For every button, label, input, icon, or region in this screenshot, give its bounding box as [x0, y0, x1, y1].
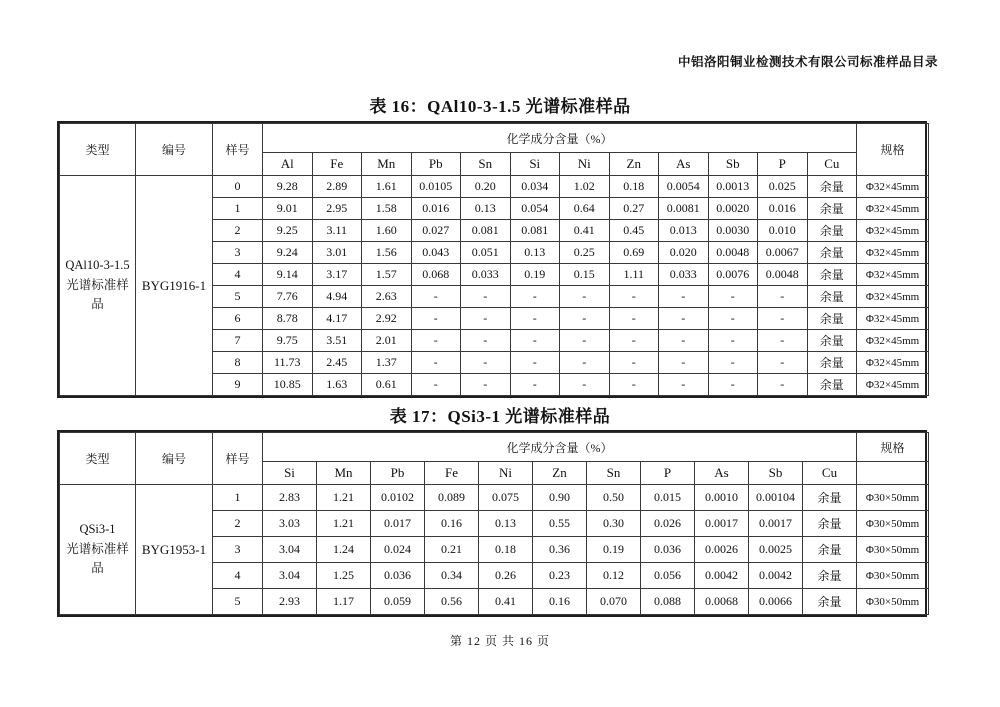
- value-cell-cu: 余量: [803, 589, 857, 615]
- value-cell-al: 8.78: [263, 308, 313, 330]
- spec-cell: Φ32×45mm: [857, 286, 929, 308]
- spec-cell: Φ30×50mm: [857, 485, 929, 511]
- type-cell: [60, 485, 136, 615]
- value-cell-sb: -: [708, 352, 758, 374]
- value-cell-sb: 0.0066: [749, 589, 803, 615]
- value-cell-cu: 余量: [803, 563, 857, 589]
- sample-no-cell: 2: [213, 511, 263, 537]
- value-cell-sb: 0.0030: [708, 220, 758, 242]
- type-column-header: 类型: [60, 433, 136, 485]
- value-cell-zn: -: [609, 286, 659, 308]
- composition-table: [59, 432, 929, 615]
- sample-no-cell: 1: [213, 485, 263, 511]
- sample-no-cell: 3: [213, 537, 263, 563]
- value-cell-fe: 0.089: [425, 485, 479, 511]
- value-cell-sb: -: [708, 330, 758, 352]
- value-cell-cu: 余量: [807, 330, 857, 352]
- value-cell-sn: 0.033: [461, 264, 511, 286]
- value-cell-pb: 0.0105: [411, 176, 461, 198]
- sample-no-cell: 7: [213, 330, 263, 352]
- value-cell-si: 0.054: [510, 198, 560, 220]
- value-cell-mn: 1.61: [362, 176, 412, 198]
- value-cell-fe: 0.34: [425, 563, 479, 589]
- element-header-fe: Fe: [425, 462, 479, 485]
- value-cell-pb: 0.017: [371, 511, 425, 537]
- element-header-ni: Ni: [560, 153, 610, 176]
- value-cell-as: 0.0026: [695, 537, 749, 563]
- value-cell-pb: 0.016: [411, 198, 461, 220]
- number-column-header: 编号: [136, 433, 213, 485]
- value-cell-mn: 1.37: [362, 352, 412, 374]
- type-line: 光谱标准样品: [66, 277, 129, 312]
- value-cell-p: -: [758, 330, 808, 352]
- value-cell-pb: 0.0102: [371, 485, 425, 511]
- table-row: [60, 176, 929, 198]
- value-cell-ni: -: [560, 374, 610, 396]
- value-cell-al: 9.01: [263, 198, 313, 220]
- element-header-cu: Cu: [807, 153, 857, 176]
- spec-cell: Φ32×45mm: [857, 220, 929, 242]
- value-cell-si: 0.081: [510, 220, 560, 242]
- value-cell-cu: 余量: [807, 308, 857, 330]
- value-cell-p: 0.036: [641, 537, 695, 563]
- value-cell-ni: 0.13: [479, 511, 533, 537]
- sample-no-column-header: 样号: [213, 124, 263, 176]
- value-cell-fe: 4.94: [312, 286, 362, 308]
- value-cell-al: 11.73: [263, 352, 313, 374]
- spec-cell: Φ30×50mm: [857, 511, 929, 537]
- value-cell-as: -: [659, 374, 709, 396]
- value-cell-mn: 0.61: [362, 374, 412, 396]
- value-cell-as: -: [659, 330, 709, 352]
- element-header-pb: Pb: [411, 153, 461, 176]
- value-cell-sb: 0.0048: [708, 242, 758, 264]
- value-cell-cu: 余量: [807, 242, 857, 264]
- value-cell-as: 0.033: [659, 264, 709, 286]
- value-cell-sb: 0.00104: [749, 485, 803, 511]
- composition-header: 化学成分含量（%）: [263, 124, 857, 153]
- value-cell-fe: 2.95: [312, 198, 362, 220]
- value-cell-cu: 余量: [803, 511, 857, 537]
- value-cell-pb: 0.059: [371, 589, 425, 615]
- spec-cell: Φ32×45mm: [857, 176, 929, 198]
- element-header-p: P: [641, 462, 695, 485]
- value-cell-ni: 0.64: [560, 198, 610, 220]
- value-cell-sn: 0.13: [461, 198, 511, 220]
- type-cell: [60, 176, 136, 396]
- sample-no-cell: 3: [213, 242, 263, 264]
- value-cell-fe: 0.56: [425, 589, 479, 615]
- value-cell-cu: 余量: [807, 352, 857, 374]
- element-header-mn: Mn: [317, 462, 371, 485]
- value-cell-p: 0.025: [758, 176, 808, 198]
- value-cell-mn: 1.25: [317, 563, 371, 589]
- spec-cell: Φ32×45mm: [857, 374, 929, 396]
- value-cell-si: -: [510, 352, 560, 374]
- value-cell-zn: 0.18: [609, 176, 659, 198]
- value-cell-si: 3.03: [263, 511, 317, 537]
- value-cell-zn: -: [609, 330, 659, 352]
- element-header-p: P: [758, 153, 808, 176]
- value-cell-mn: 1.60: [362, 220, 412, 242]
- element-header-zn: Zn: [533, 462, 587, 485]
- value-cell-pb: 0.043: [411, 242, 461, 264]
- table16-title: 表 16：QAl10-3-1.5 光谱标准样品: [369, 97, 631, 116]
- element-header-si: Si: [510, 153, 560, 176]
- value-cell-si: -: [510, 330, 560, 352]
- value-cell-ni: 0.18: [479, 537, 533, 563]
- value-cell-p: 0.016: [758, 198, 808, 220]
- table16-container: [57, 121, 927, 398]
- value-cell-pb: 0.068: [411, 264, 461, 286]
- value-cell-as: 0.013: [659, 220, 709, 242]
- value-cell-cu: 余量: [807, 176, 857, 198]
- spec-cell: Φ32×45mm: [857, 330, 929, 352]
- value-cell-p: 0.056: [641, 563, 695, 589]
- value-cell-si: 2.83: [263, 485, 317, 511]
- number-cell: BYG1953-1: [136, 485, 213, 615]
- value-cell-sb: -: [708, 286, 758, 308]
- value-cell-mn: 1.17: [317, 589, 371, 615]
- value-cell-cu: 余量: [807, 220, 857, 242]
- value-cell-ni: -: [560, 286, 610, 308]
- value-cell-fe: 3.11: [312, 220, 362, 242]
- value-cell-p: -: [758, 374, 808, 396]
- value-cell-ni: 0.41: [560, 220, 610, 242]
- value-cell-pb: 0.036: [371, 563, 425, 589]
- element-header-as: As: [695, 462, 749, 485]
- value-cell-cu: 余量: [803, 537, 857, 563]
- value-cell-as: -: [659, 352, 709, 374]
- value-cell-fe: 3.17: [312, 264, 362, 286]
- type-column-header: 类型: [60, 124, 136, 176]
- sample-no-cell: 6: [213, 308, 263, 330]
- sample-no-cell: 5: [213, 589, 263, 615]
- element-header-fe: Fe: [312, 153, 362, 176]
- value-cell-si: -: [510, 286, 560, 308]
- value-cell-pb: 0.024: [371, 537, 425, 563]
- value-cell-sb: 0.0017: [749, 511, 803, 537]
- value-cell-si: -: [510, 308, 560, 330]
- value-cell-sn: 0.070: [587, 589, 641, 615]
- value-cell-pb: -: [411, 308, 461, 330]
- value-cell-p: -: [758, 286, 808, 308]
- value-cell-sn: 0.30: [587, 511, 641, 537]
- value-cell-fe: 2.45: [312, 352, 362, 374]
- value-cell-zn: 0.45: [609, 220, 659, 242]
- value-cell-p: 0.010: [758, 220, 808, 242]
- value-cell-cu: 余量: [807, 198, 857, 220]
- value-cell-zn: -: [609, 374, 659, 396]
- value-cell-pb: -: [411, 352, 461, 374]
- spec-cell: Φ32×45mm: [857, 242, 929, 264]
- value-cell-sn: 0.50: [587, 485, 641, 511]
- element-header-ni: Ni: [479, 462, 533, 485]
- table17-container: [57, 430, 927, 617]
- sample-no-cell: 4: [213, 264, 263, 286]
- value-cell-sn: 0.20: [461, 176, 511, 198]
- element-header-mn: Mn: [362, 153, 412, 176]
- value-cell-fe: 0.16: [425, 511, 479, 537]
- value-cell-fe: 1.63: [312, 374, 362, 396]
- element-header-cu: Cu: [803, 462, 857, 485]
- value-cell-zn: -: [609, 352, 659, 374]
- value-cell-p: 0.088: [641, 589, 695, 615]
- element-header-si: Si: [263, 462, 317, 485]
- sample-no-cell: 0: [213, 176, 263, 198]
- value-cell-si: 3.04: [263, 563, 317, 589]
- value-cell-mn: 1.21: [317, 485, 371, 511]
- value-cell-sn: -: [461, 352, 511, 374]
- composition-table: [59, 123, 929, 396]
- spec-column-header: 规格: [857, 124, 929, 176]
- value-cell-mn: 1.24: [317, 537, 371, 563]
- sample-no-cell: 2: [213, 220, 263, 242]
- value-cell-as: 0.0042: [695, 563, 749, 589]
- value-cell-cu: 余量: [807, 374, 857, 396]
- value-cell-si: 0.13: [510, 242, 560, 264]
- value-cell-ni: -: [560, 352, 610, 374]
- value-cell-fe: 2.89: [312, 176, 362, 198]
- value-cell-as: 0.020: [659, 242, 709, 264]
- value-cell-sb: 0.0042: [749, 563, 803, 589]
- value-cell-as: 0.0010: [695, 485, 749, 511]
- value-cell-sn: 0.081: [461, 220, 511, 242]
- spec-cell: Φ32×45mm: [857, 198, 929, 220]
- spec-cell: Φ32×45mm: [857, 264, 929, 286]
- value-cell-cu: 余量: [807, 286, 857, 308]
- element-header-as: As: [659, 153, 709, 176]
- value-cell-ni: -: [560, 308, 610, 330]
- value-cell-as: 0.0017: [695, 511, 749, 537]
- value-cell-sn: 0.12: [587, 563, 641, 589]
- value-cell-as: -: [659, 286, 709, 308]
- value-cell-sb: 0.0025: [749, 537, 803, 563]
- value-cell-zn: 0.16: [533, 589, 587, 615]
- value-cell-ni: 1.02: [560, 176, 610, 198]
- value-cell-mn: 1.21: [317, 511, 371, 537]
- spec-cell: Φ32×45mm: [857, 308, 929, 330]
- value-cell-si: 3.04: [263, 537, 317, 563]
- type-line: QAl10-3-1.5: [65, 258, 130, 273]
- value-cell-al: 7.76: [263, 286, 313, 308]
- value-cell-si: 2.93: [263, 589, 317, 615]
- element-header-sb: Sb: [749, 462, 803, 485]
- value-cell-as: 0.0081: [659, 198, 709, 220]
- value-cell-al: 9.25: [263, 220, 313, 242]
- value-cell-p: 0.015: [641, 485, 695, 511]
- spec-column-header: 规格: [857, 433, 929, 462]
- value-cell-zn: 1.11: [609, 264, 659, 286]
- value-cell-pb: 0.027: [411, 220, 461, 242]
- element-header-sb: Sb: [708, 153, 758, 176]
- value-cell-zn: 0.69: [609, 242, 659, 264]
- sample-no-cell: 8: [213, 352, 263, 374]
- number-column-header: 编号: [136, 124, 213, 176]
- spec-cell: Φ30×50mm: [857, 537, 929, 563]
- value-cell-fe: 0.21: [425, 537, 479, 563]
- value-cell-si: 0.034: [510, 176, 560, 198]
- table17-title: 表 17：QSi3-1 光谱标准样品: [389, 407, 611, 426]
- spec-cell: Φ32×45mm: [857, 352, 929, 374]
- value-cell-si: -: [510, 374, 560, 396]
- value-cell-zn: 0.36: [533, 537, 587, 563]
- value-cell-fe: 4.17: [312, 308, 362, 330]
- spec-cell: Φ30×50mm: [857, 563, 929, 589]
- value-cell-sn: 0.051: [461, 242, 511, 264]
- value-cell-as: -: [659, 308, 709, 330]
- value-cell-fe: 3.01: [312, 242, 362, 264]
- sample-no-cell: 1: [213, 198, 263, 220]
- value-cell-fe: 3.51: [312, 330, 362, 352]
- element-header-pb: Pb: [371, 462, 425, 485]
- sample-no-column-header: 样号: [213, 433, 263, 485]
- value-cell-as: 0.0068: [695, 589, 749, 615]
- element-header-sn: Sn: [587, 462, 641, 485]
- value-cell-zn: 0.90: [533, 485, 587, 511]
- value-cell-al: 9.14: [263, 264, 313, 286]
- spec-cell: Φ30×50mm: [857, 589, 929, 615]
- value-cell-sb: -: [708, 308, 758, 330]
- value-cell-sb: -: [708, 374, 758, 396]
- value-cell-mn: 2.01: [362, 330, 412, 352]
- value-cell-zn: 0.27: [609, 198, 659, 220]
- value-cell-ni: 0.41: [479, 589, 533, 615]
- sample-no-cell: 9: [213, 374, 263, 396]
- value-cell-pb: -: [411, 374, 461, 396]
- value-cell-sb: 0.0020: [708, 198, 758, 220]
- value-cell-mn: 2.92: [362, 308, 412, 330]
- value-cell-p: 0.0048: [758, 264, 808, 286]
- sample-no-cell: 5: [213, 286, 263, 308]
- value-cell-zn: 0.23: [533, 563, 587, 589]
- spec-subheader-empty: [857, 462, 929, 485]
- page-footer: 第 12 页 共 16 页: [449, 634, 550, 648]
- value-cell-ni: 0.25: [560, 242, 610, 264]
- value-cell-ni: -: [560, 330, 610, 352]
- value-cell-p: -: [758, 308, 808, 330]
- element-header-zn: Zn: [609, 153, 659, 176]
- value-cell-al: 9.24: [263, 242, 313, 264]
- type-line: QSi3-1: [79, 522, 116, 537]
- value-cell-p: -: [758, 352, 808, 374]
- value-cell-pb: -: [411, 330, 461, 352]
- value-cell-as: 0.0054: [659, 176, 709, 198]
- value-cell-p: 0.0067: [758, 242, 808, 264]
- element-header-al: Al: [263, 153, 313, 176]
- value-cell-zn: -: [609, 308, 659, 330]
- table-row: [60, 485, 929, 511]
- value-cell-ni: 0.26: [479, 563, 533, 589]
- value-cell-sn: -: [461, 308, 511, 330]
- value-cell-p: 0.026: [641, 511, 695, 537]
- value-cell-si: 0.19: [510, 264, 560, 286]
- value-cell-mn: 1.57: [362, 264, 412, 286]
- value-cell-sn: -: [461, 374, 511, 396]
- value-cell-al: 9.28: [263, 176, 313, 198]
- sample-no-cell: 4: [213, 563, 263, 589]
- value-cell-cu: 余量: [807, 264, 857, 286]
- value-cell-pb: -: [411, 286, 461, 308]
- element-header-sn: Sn: [461, 153, 511, 176]
- type-line: 光谱标准样品: [66, 541, 129, 576]
- value-cell-mn: 1.56: [362, 242, 412, 264]
- value-cell-ni: 0.15: [560, 264, 610, 286]
- value-cell-sn: -: [461, 286, 511, 308]
- value-cell-sb: 0.0076: [708, 264, 758, 286]
- value-cell-ni: 0.075: [479, 485, 533, 511]
- value-cell-al: 9.75: [263, 330, 313, 352]
- value-cell-al: 10.85: [263, 374, 313, 396]
- value-cell-sn: -: [461, 330, 511, 352]
- value-cell-mn: 1.58: [362, 198, 412, 220]
- value-cell-zn: 0.55: [533, 511, 587, 537]
- composition-header: 化学成分含量（%）: [263, 433, 857, 462]
- value-cell-mn: 2.63: [362, 286, 412, 308]
- value-cell-sb: 0.0013: [708, 176, 758, 198]
- page-header: 中铝洛阳铜业检测技术有限公司标准样品目录: [677, 55, 938, 69]
- value-cell-sn: 0.19: [587, 537, 641, 563]
- number-cell: BYG1916-1: [136, 176, 213, 396]
- value-cell-cu: 余量: [803, 485, 857, 511]
